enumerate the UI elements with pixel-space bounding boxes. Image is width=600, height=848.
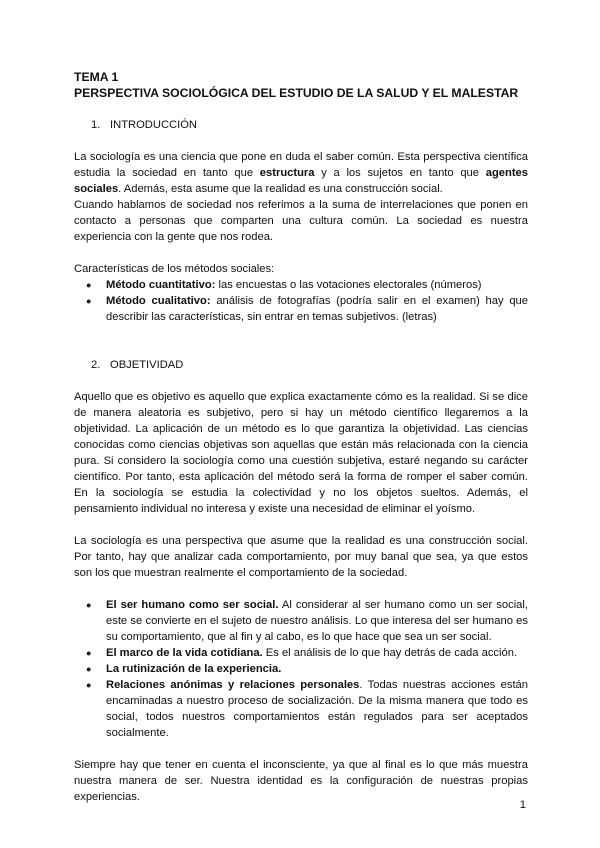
methods-list [74, 277, 528, 325]
intro-p1-bold-estructura: estructura [259, 167, 315, 179]
objectivity-paragraph-3: Siempre hay que tener en cuenta el inconsciente, ya que al final es lo que más muestra nuestra manera de ser. Nuestra identidad es la configuración de nuestras propias experiencias. [74, 759, 528, 803]
title-line-2: PERSPECTIVA SOCIOLÓGICA DEL ESTUDIO DE LA SALUD Y EL MALESTAR [74, 86, 519, 100]
list-item-relations [106, 677, 528, 741]
title-line-1: TEMA 1 [74, 70, 119, 84]
item-text: Es el análisis de lo que hay detrás de cada acción. [262, 647, 518, 659]
section-1-number: 1. [91, 119, 101, 131]
method-text: las encuestas o las votaciones electorales (números) [215, 279, 482, 291]
method-text: análisis de fotografías (podría salir en el examen) hay que describir las características, sin entrar en temas subjetivos. (letras) [106, 295, 528, 323]
intro-p1-bold-agentes: agentes sociales [74, 167, 528, 195]
methods-intro: Características de los métodos sociales: [74, 263, 275, 275]
item-text: Al considerar al ser humano como un ser social, este se convierte en el sujeto de nuestro análisis. Lo que interesa del ser humano es su comportamiento, que al fin y al cabo, es lo que hace que sea un ser social. [106, 599, 528, 643]
objectivity-list [74, 597, 528, 741]
method-item-quantitative [106, 277, 528, 293]
page-number: 1 [519, 799, 526, 811]
item-text: . Todas nuestras acciones están encaminadas a nuestro proceso de socialización. De la misma manera que todo es social, todos nuestros comportamientos están regulados para ser aceptados socialmente. [106, 679, 528, 739]
method-term: Método cualitativo: [106, 295, 211, 307]
document-page [74, 69, 528, 805]
item-term: La rutinización de la experiencia. [106, 663, 282, 675]
intro-p1-text-a: La sociología es una ciencia que pone en duda el saber común. Esta perspectiva científica estudia la sociedad en tanto que [74, 151, 528, 179]
intro-p1-text-c: y a los sujetos en tanto que [314, 167, 486, 179]
list-item-daily-life [106, 645, 528, 661]
list-item-social-being [106, 597, 528, 645]
intro-p1-text-d: . Además, esta asume que la realidad es una construcción social. [118, 183, 443, 195]
item-term: El marco de la vida cotidiana. [106, 647, 263, 659]
section-2-number: 2. [91, 359, 101, 371]
section-2-heading [91, 357, 528, 373]
doc-title [74, 69, 528, 101]
section-1-title: INTRODUCCIÓN [110, 119, 198, 131]
method-item-qualitative [106, 293, 528, 325]
list-item-routinization [106, 661, 528, 677]
intro-paragraph-1 [74, 149, 528, 197]
objectivity-paragraph-1: Aquello que es objetivo es aquello que explica exactamente cómo es la realidad. Si se dice de manera aleatoria es subjetivo, pero si hay un método científico llegaremos a la objetividad. La aplicación de un método es lo que garantiza la objetividad. Las ciencias conocidas como ciencias objetivas son aquellas que están más relacionada con la ciencia pura. Si considero la sociología como una cuestión subjetiva, estaré negando su carácter científico. Por tanto, esta aplicación del método será la forma de romper el saber común. En la sociología se estudia la colectividad y no los objetos sueltos. Además, el pensamiento individual no interesa y existe una necesidad de eliminar el yoísmo. [74, 391, 528, 515]
objectivity-paragraph-2: La sociología es una perspectiva que asume que la realidad es una construcción social. Por tanto, hay que analizar cada comportamiento, por muy banal que sea, ya que estos son los que muestran realmente el comportamiento de la sociedad. [74, 535, 528, 579]
section-1-heading [91, 117, 528, 133]
item-term: Relaciones anónimas y relaciones personales [106, 679, 360, 691]
section-2-title: OBJETIVIDAD [110, 359, 184, 371]
item-term: El ser humano como ser social. [106, 599, 279, 611]
method-term: Método cuantitativo: [106, 279, 216, 291]
intro-paragraph-2: Cuando hablamos de sociedad nos referimos a la suma de interrelaciones que ponen en contacto a personas que comparten una cultura común. La sociedad es nuestra experiencia con la gente que nos rodea. [74, 199, 528, 243]
